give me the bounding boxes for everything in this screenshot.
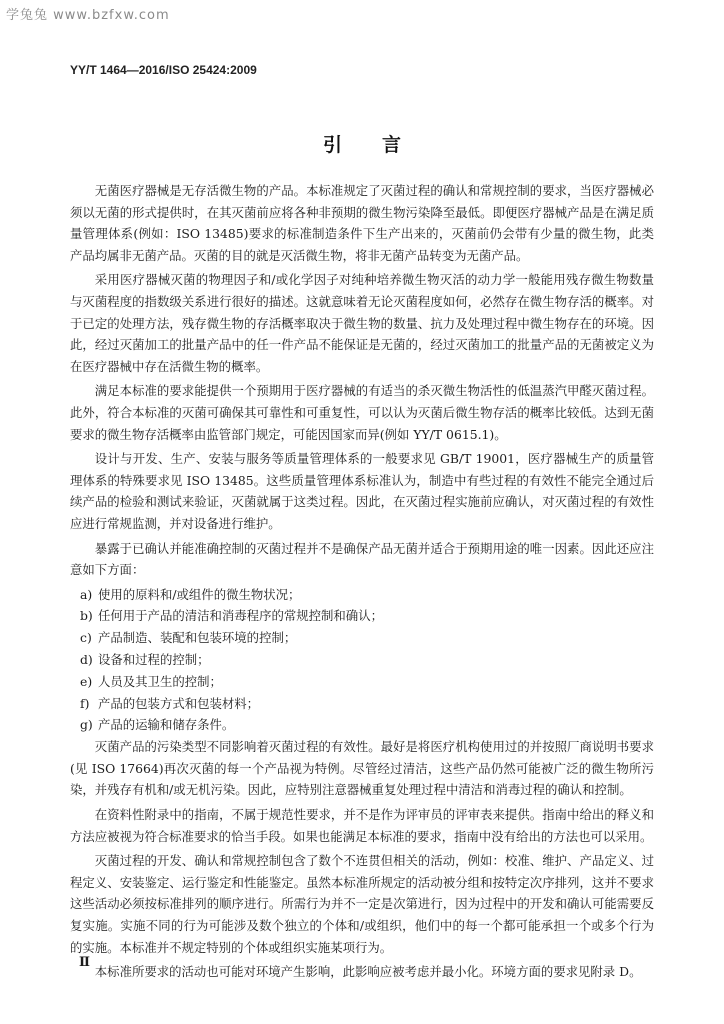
paragraph: 灭菌产品的污染类型不同影响着灭菌过程的有效性。最好是将医疗机构使用过的并按照厂商说明书要求(见 ISO 17664)再次灭菌的每一个产品视为特例。尽管经过清洁，这些产品仍然可能被广泛的微生物所污染，并残存有机和/或无机污染。因此，应特别注意器械重复处理过程中清洁和消毒过程的确认和控制。 <box>70 739 654 798</box>
list-item-text: 任何用于产品的清洁和消毒程序的常规控制和确认； <box>98 608 383 624</box>
document-body <box>70 180 654 986</box>
list-item-marker: c) <box>80 630 92 646</box>
list-item-marker: d) <box>80 652 93 668</box>
list-item-text: 产品的运输和储存条件。 <box>98 717 235 733</box>
list-item-marker: g) <box>80 717 93 733</box>
considerations-list <box>70 584 654 737</box>
standard-code-header: YY/T 1464—2016/ISO 25424:2009 <box>70 63 257 77</box>
list-item-marker: a) <box>80 586 93 602</box>
list-item <box>70 605 654 627</box>
list-item-text: 产品的包装方式和包装材料； <box>98 695 260 711</box>
list-item <box>70 584 654 606</box>
list-item-marker: b) <box>80 608 93 624</box>
list-item-text: 产品制造、装配和包装环境的控制； <box>98 630 297 646</box>
paragraph: 设计与开发、生产、安装与服务等质量管理体系的一般要求见 GB/T 19001，医疗器械生产的质量管理体系的特殊要求见 ISO 13485。这些质量管理体系标准认为，制造中有些过程的有效性不能完全通过后续产品的检验和测试来验证，灭菌就属于这类过程。因此，在灭菌过程实施前应确认，对灭菌过程的有效性应进行常规监测，并对设备进行维护。 <box>70 451 654 531</box>
paragraph: 灭菌过程的开发、确认和常规控制包含了数个不连贯但相关的活动，例如：校准、维护、产品定义、过程定义、安装鉴定、运行鉴定和性能鉴定。虽然本标准所规定的活动被分组和按特定次序排列，这并不要求这些活动必须按标准排列的顺序进行。所需行为并不一定是次第进行，因为过程中的开发和确认可能需要反复实施。实施不同的行为可能涉及数个独立的个体和/或组织，他们中的每一个都可能承担一个或多个行为的实施。本标准并不规定特别的个体或组织实施某项行为。 <box>70 853 654 955</box>
paragraph: 满足本标准的要求能提供一个预期用于医疗器械的有适当的杀灭微生物活性的低温蒸汽甲醛灭菌过程。此外，符合本标准的灭菌可确保其可靠性和可重复性，可以认为灭菌后微生物存活的概率比较低。达到无菌要求的微生物存活概率由监管部门规定，可能因国家而异(例如 YY/T 0615.1)。 <box>70 383 654 442</box>
list-item-text: 设备和过程的控制； <box>98 652 210 668</box>
list-item-text: 使用的原料和/或组件的微生物状况； <box>98 586 301 602</box>
paragraph: 采用医疗器械灭菌的物理因子和/或化学因子对纯种培养微生物灭活的动力学一般能用残存微生物数量与灭菌程度的指数级关系进行很好的描述。这就意味着无论灭菌程度如何，必然存在微生物存活的概率。对于已定的处理方法，残存微生物的存活概率取决于微生物的数量、抗力及处理过程中微生物存在的环境。因此，经过灭菌加工的批量产品中的任一件产品不能保证是无菌的，经过灭菌加工的批量产品的无菌被定义为在医疗器械中存在活微生物的概率。 <box>70 272 654 374</box>
list-item <box>70 671 654 693</box>
list-item-marker: e) <box>80 673 93 689</box>
list-item-text: 人员及其卫生的控制； <box>98 673 222 689</box>
paragraph: 在资料性附录中的指南，不属于规范性要求，并不是作为评审员的评审表来提供。指南中给出的释义和方法应被视为符合标准要求的恰当手段。如果也能满足本标准的要求，指南中没有给出的方法也可以采用。 <box>70 807 654 844</box>
list-item <box>70 693 654 715</box>
paragraph: 无菌医疗器械是无存活微生物的产品。本标准规定了灭菌过程的确认和常规控制的要求，当医疗器械必须以无菌的形式提供时，在其灭菌前应将各种非预期的微生物污染降至最低。即便医疗器械产品是在满足质量管理体系(例如：ISO 13485)要求的标准制造条件下生产出来的，灭菌前仍会带有少量的微生物，此类产品均属非无菌产品。灭菌的目的就是灭活微生物，将非无菌产品转变为无菌产品。 <box>70 183 654 263</box>
list-item <box>70 714 654 736</box>
list-item <box>70 627 654 649</box>
list-item-marker: f) <box>80 695 90 711</box>
list-item <box>70 649 654 671</box>
page-number: Ⅱ <box>79 955 90 970</box>
page-title: 引言 <box>322 134 441 156</box>
paragraph: 暴露于已确认并能准确控制的灭菌过程并不是确保产品无菌并适合于预期用途的唯一因素。因此还应注意如下方面： <box>70 540 654 578</box>
paragraph: 本标准所要求的活动也可能对环境产生影响，此影响应被考虑并最小化。环境方面的要求见附录 D。 <box>94 964 642 980</box>
watermark-text: 学兔兔 www.bzfxw.com <box>6 8 170 23</box>
